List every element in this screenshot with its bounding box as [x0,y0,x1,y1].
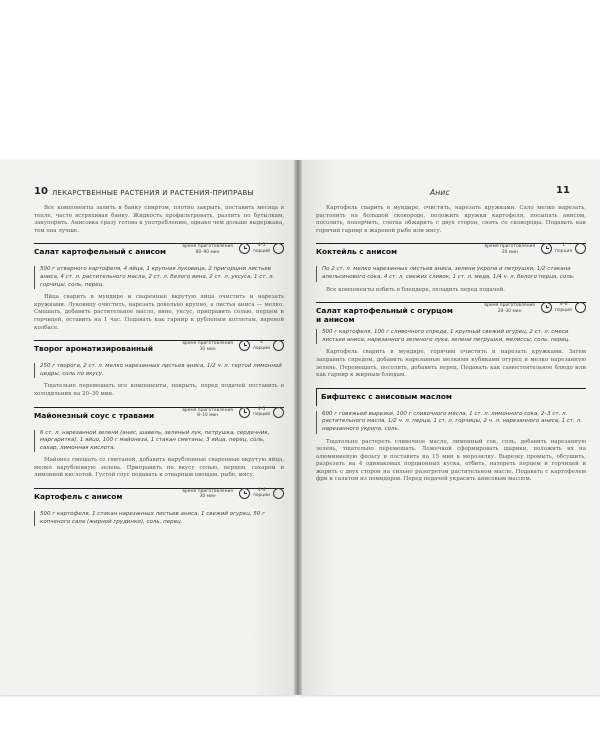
recipe-title: Майонезный соус с травами [34,410,155,420]
recipe-meta [485,243,586,255]
plate-icon [575,243,586,254]
plate-icon [273,407,284,418]
recipe-instructions: Все компоненты взбить в блендере, охладить перед подачей. [326,286,506,293]
recipe-meta [484,302,586,314]
servings: 4–4 порции [252,488,270,499]
recipe-instructions: Тщательно перемешать все компоненты, накрыть, перед подачей поставить в холодильник на 20–30 мин. [34,383,284,397]
cook-time: время приготовления 20–30 мин [484,303,535,314]
recipe-ingredients: По 2 ст. л. мелко нарезанных листьев аниса, зелени укропа и петрушки, 1/2 стакана апельсинового сока, 4 ст. л. свежих сливок, 1 ст. л. меда, 1/4 ч. л. белого перца, соль. [316,266,586,281]
left-running-head: ЛЕКАРСТВЕННЫЕ РАСТЕНИЯ И РАСТЕНИЯ-ПРИПРАВЫ [52,189,254,197]
clock-icon [541,302,552,313]
left-intro-paragraph: Все компоненты залить в банку спиртом, плотно закрыть, поставить месяца в тепле, часто встряхивая банку. Жидкость профильтровать, разлить по бутылкам, закупорить. Анисовка сразу готова к употреблению, однако чем дольше выдержана, тем она лучше. [34,205,284,234]
servings: 4 порции [252,340,270,351]
recipe-title: Бифштекс с анисовым маслом [321,391,452,401]
recipe-heading [34,340,284,358]
servings: 4–5 порций [252,406,270,417]
recipe-ingredients: 500 г картофеля, 100 г сливочного спреда, 1 крупный свежий огурец, 2 ст. л. смеси листьев аниса, нарезанного зеленого лука, зелени петрушки, мелиссы, соль, перец. [316,329,586,344]
recipe-ingredients: 250 г творога, 2 ст. л. мелко нарезанных листьев аниса, 1/2 ч. л. тертой лимонной цедры, соль по вкусу. [34,363,284,378]
recipe-heading [316,302,586,324]
cook-time: время приготовления 30 мин [182,489,233,500]
right-intro-paragraph: Картофель сварить в мундире, очистить, нарезать кружками. Сало мелко нарезать, растопить на большой сковороде, положить кружки картофеля, посыпать анисом, посолить, поперчить, слегка обжарить с двух сторон, снять со сковороды. Подавать как горячий гарнир к жареной рыбе или мясу. [316,205,586,234]
recipe-heading [34,488,284,506]
cook-time: время приготовления 30 мин [182,341,233,352]
clock-icon [239,243,250,254]
cook-time: время приготовления 80–90 мин [182,244,233,255]
recipe-instructions: Яйца сварить в мундире и сваренные вкрутую яйца очистить и нарезать кружками. Луковицу очистить, нарезать довольно крупно, а листья аниса — мелко. Смешать, добавить растительное масло, вино, уксус, приправить солью, перцем и горчицей, оставить на 1 час. Подавать как гарнир к рубленым котлетам, вареной колбасе. [34,294,284,331]
recipe-heading [316,243,586,261]
recipe-heading [316,388,586,406]
recipe-title: Картофель с анисом [34,492,123,502]
plate-icon [273,488,284,499]
recipe-title: Салат картофельный с огурцом и анисом [316,306,453,325]
recipe-instructions: Тщательно растереть сливочное масло, лимонный сок, соль, добавить нарезанную зелень, тщательно перемешать. Ложечкой сформировать шарики, положить их на алюминиевую фольгу и поставить на 15 мин в морозилку. Вырезку промыть, обсушить, разрезать на 4 одинаковых порционных куска, отбить, натереть перцем и горчицей и жарить с двух сторон на сильно разогретом растительном масле. Подавать с картофелем фри и салатом из помидоров. Перед подачей украсить анисовым маслом. [316,438,586,483]
recipe-instructions: Майонез смешать со сметаной, добавить нарубленные сваренные вкрутую яйца, мелко нарубленную зелень. Приправить по вкусу солью, перцем, сахаром и лимонной кислотой. Густой соус подавать к отварным овощам, рыбе, мясу. [34,457,284,479]
plate-icon [575,302,586,313]
recipe-meta [182,488,284,500]
recipe-ingredients: 600 г говяжьей вырезки, 100 г сливочного масла, 1 ст. л. лимонного сока, 2–3 ст. л. растительного масла, 1/2 ч. л. перца, 1 ст. л. горчицы, 2 ч. л. нарезанного аниса, 1 ст. л. нарезанного укропа, соль. [316,411,586,434]
book-gutter [294,160,302,695]
plate-icon [273,340,284,351]
right-page-number: 11 [556,185,570,196]
left-page-number: 10 [34,186,48,197]
right-running-head: Анис [430,188,450,197]
recipe-title: Коктейль с анисом [316,247,397,257]
clock-icon [239,488,250,499]
recipe-heading [34,243,284,261]
recipe-meta [182,340,284,352]
recipe-ingredients: 6 ст. л. нарезанной зелени (анис, шавель, зеленый лук, петрушка, сердечник, маргаритка), 1 яйцо, 100 г майонеза, 1 стакан сметаны, 3 яйца, перец, соль, сахар, лимонная кислота. [34,430,284,453]
clock-icon [239,407,250,418]
clock-icon [541,243,552,254]
recipe-ingredients: 500 г картофеля, 1 стакан нарезанных листьев аниса, 1 свежий огурец, 50 г копченого сала (жирной грудинки), соль, перец. [34,511,284,526]
plate-icon [273,243,284,254]
servings: 1 порция [555,243,572,254]
recipe-meta [182,407,284,419]
left-page-content [34,205,284,531]
recipe-heading [34,407,284,425]
recipe-title: Салат картофельный с анисом [34,247,167,257]
cook-time: время приготовления 20 мин [484,244,536,255]
servings: 4–6 порций [554,302,572,313]
cook-time: время приготовления 8–10 мин [182,407,233,418]
recipe-instructions: Картофель сварить в мундире, горячим очистить и нарезать кружками. Затем заправить спредом, добавить нарезанные мелкими кубиками огурец и мелко нарезанную зелень. Перемешать, посолить, добавить перец. Подавать как самостоятельное блюдо или как гарнир к жирным блюдам. [316,349,586,379]
right-page-content [316,205,586,487]
clock-icon [239,340,250,351]
servings: 4–5 порций [252,243,270,254]
recipe-title: Творог ароматизированный [34,344,154,354]
recipe-meta [182,243,284,255]
recipe-ingredients: 500 г отварного картофеля, 4 яйца, 1 крупная луковица, 2 пригоршни листьев аниса, 4 ст. л. растительного масла, 2 ст. л. белого вина, 2 ст. л. уксуса, 1 ст. л. горчицы, соль, перец. [34,266,284,289]
